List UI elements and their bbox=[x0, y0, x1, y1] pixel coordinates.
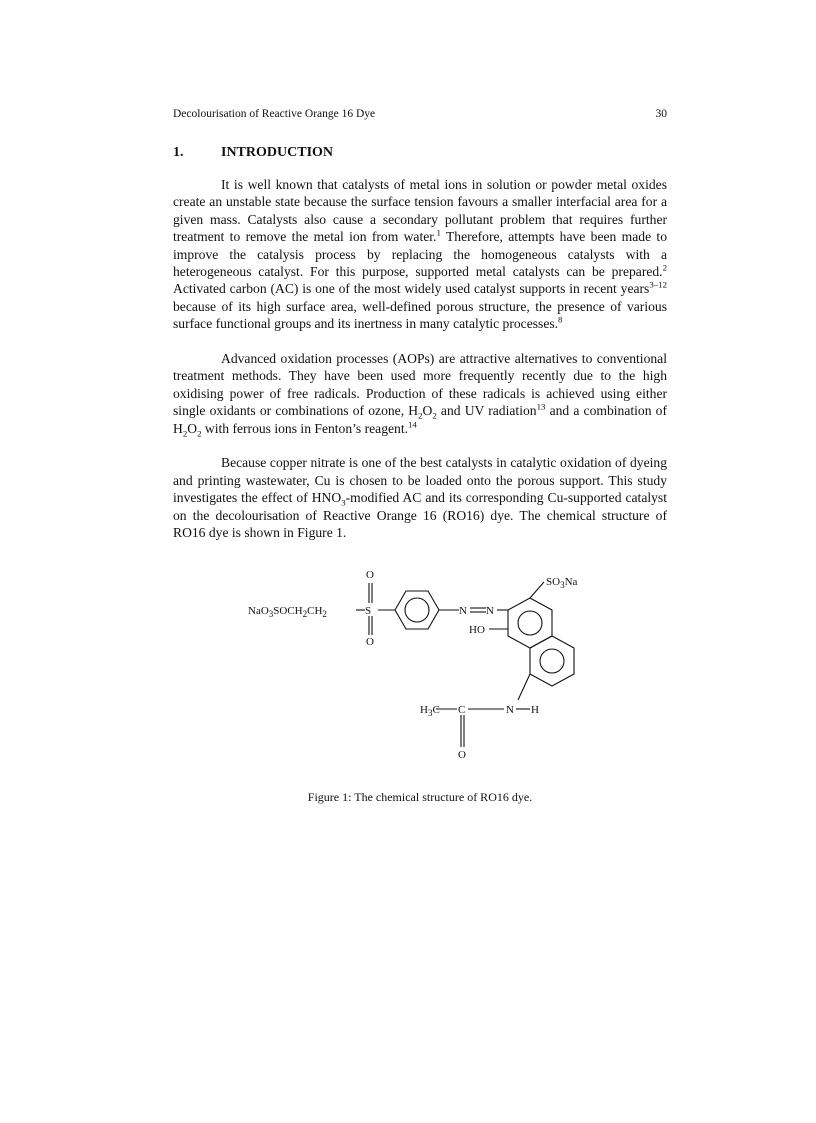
citation: 8 bbox=[558, 314, 563, 325]
citation: 2 bbox=[662, 262, 667, 273]
methyl-label: $H_3C$ bbox=[420, 704, 440, 718]
oxygen-bottom-label: O bbox=[366, 636, 374, 648]
ro16-structure-diagram bbox=[248, 565, 608, 775]
paragraph-1: It is well known that catalysts of metal ions in solution or powder metal oxides create an unstable state because the surface tension favours a smaller interfacial area for a given mass. Catalysts also cause a secondary pollutant problem that requires further treatment to remove the metal ion from water.$^1$ Therefore, attempts have been made to improve the catalysis process by replacing the homogeneous catalysts with a heterogeneous catalyst. For this purpose, supported metal catalysts can be prepared.$^2$ Activated carbon (AC) is one of the most widely used catalyst supports in recent years$^{3-12}$ because of its high surface area, well-defined porous structure, the presence of various surface functional groups and its inertness in many catalytic processes.$^8$ bbox=[173, 177, 668, 332]
left-group-label: $NaO_3SOCH_2CH_2$ bbox=[248, 605, 327, 619]
section-heading bbox=[173, 145, 333, 161]
figure-caption: Figure 1: The chemical structure of RO16 dye. bbox=[307, 790, 533, 804]
citation: 13 bbox=[536, 401, 546, 412]
oxygen-top-label: O bbox=[366, 569, 374, 581]
azo-nitrogen-2: N bbox=[486, 605, 494, 617]
citation: 3–12 bbox=[649, 279, 667, 290]
amide-nitrogen-label: N bbox=[506, 704, 514, 716]
azo-nitrogen-1: N bbox=[459, 605, 467, 617]
running-head bbox=[173, 108, 667, 120]
sulfur-label: S bbox=[365, 605, 372, 617]
running-title: Decolourisation of Reactive Orange 16 Dye bbox=[173, 108, 376, 120]
paragraph-3: Because copper nitrate is one of the best catalysts in catalytic oxidation of dyeing and printing wastewater, Cu is chosen to be loaded onto the porous support. This study investigates the effect of $HNO_3$-modified AC and its corresponding Cu-supported catalyst on the decolourisation of Reactive Orange 16 (RO16) dye. The chemical structure of RO16 dye is shown in Figure 1. bbox=[173, 455, 668, 541]
page-number: 30 bbox=[655, 108, 667, 120]
paragraph-2: Advanced oxidation processes (AOPs) are attractive alternatives to conventional treatment methods. They have been used more frequently recently due to the high oxidising power of free radicals. Production of these radicals is achieved using either single oxidants or combinations of ozone, $H_2O_2$ and UV radiation$^{13}$ and a combination of $H_2O_2$ with ferrous ions in Fenton’s reagent.$^{14}$ bbox=[173, 351, 667, 439]
citation: 14 bbox=[408, 419, 417, 430]
amide-oxygen-label: O bbox=[458, 749, 466, 761]
hydroxyl-label: HO bbox=[469, 624, 485, 636]
sulfonate-label: $SO_3Na$ bbox=[546, 576, 578, 590]
section-number: 1. bbox=[173, 145, 184, 160]
section-title: INTRODUCTION bbox=[221, 145, 334, 160]
citation: 1 bbox=[436, 227, 441, 238]
body-text bbox=[173, 176, 667, 559]
carbonyl-carbon-label: C bbox=[458, 704, 466, 716]
amide-hydrogen-label: H bbox=[531, 704, 539, 716]
chemical-structure-figure bbox=[248, 565, 608, 775]
